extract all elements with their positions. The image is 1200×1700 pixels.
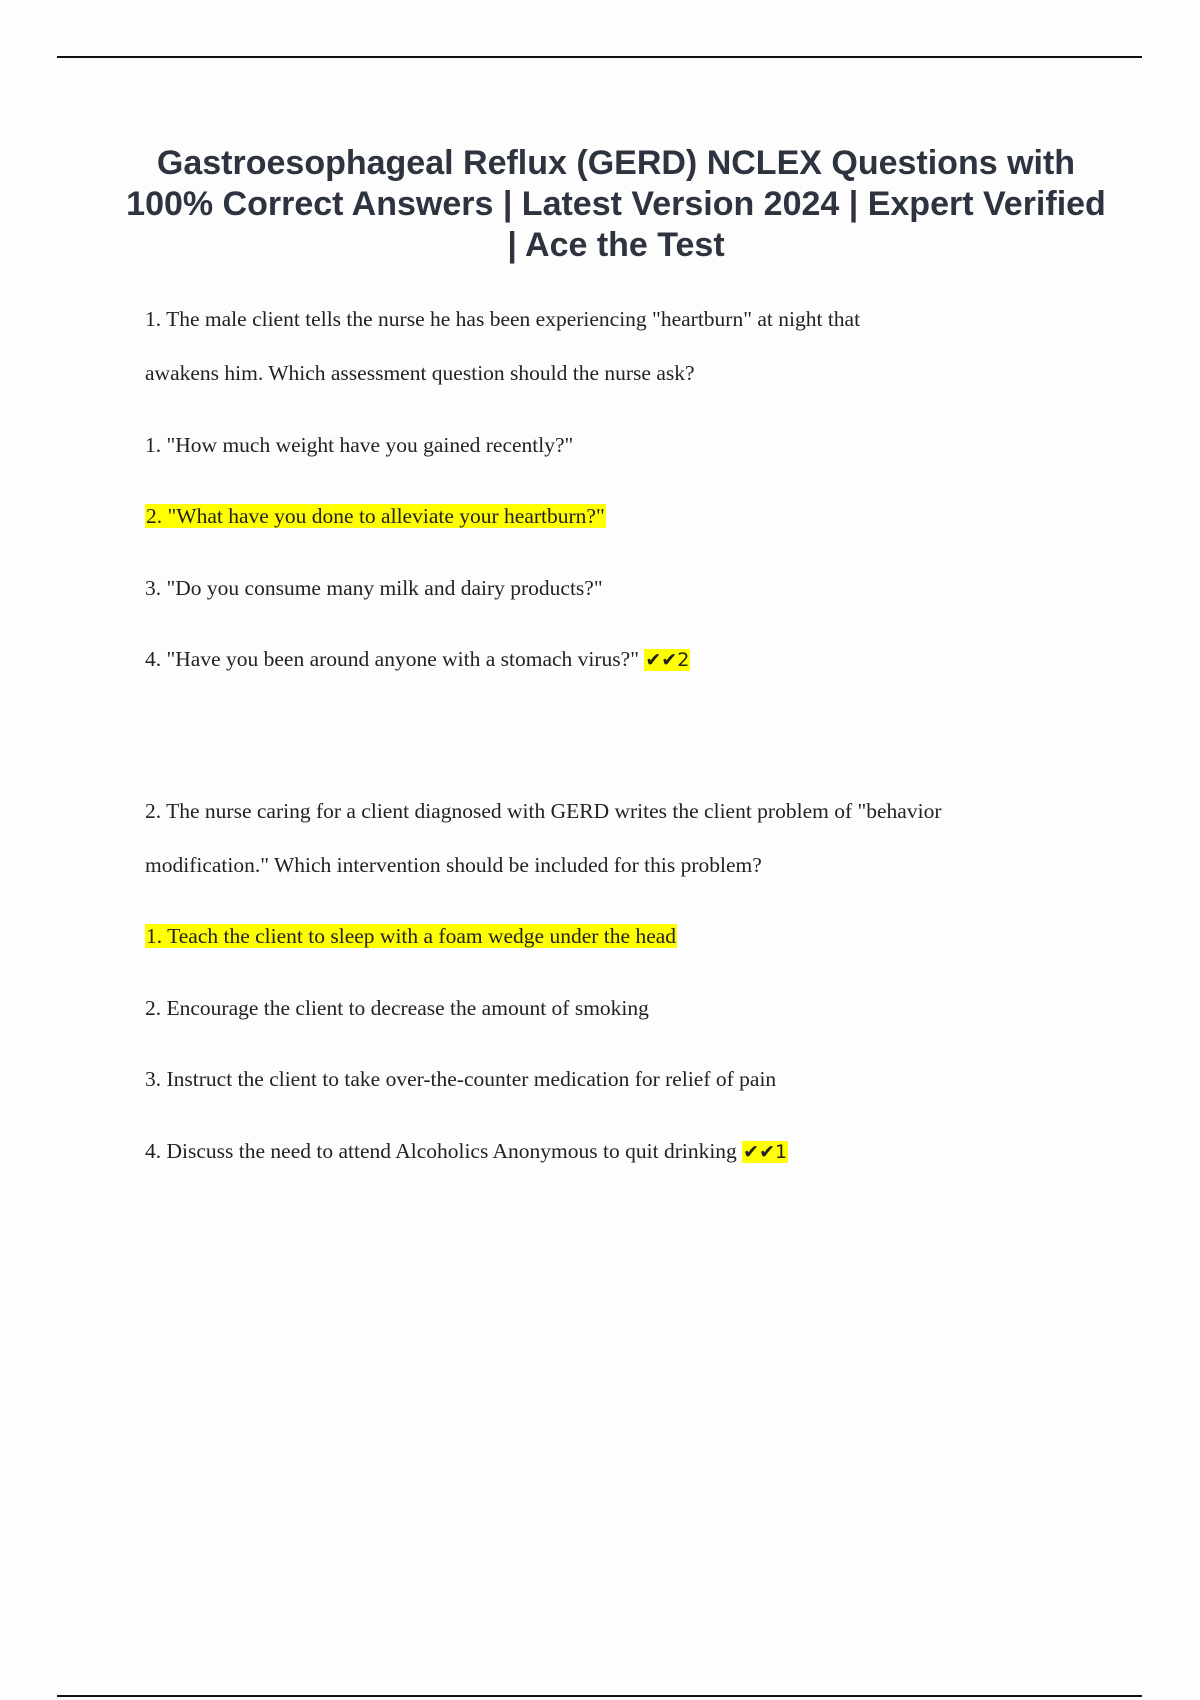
- question-1-stem-line-2: awakens him. Which assessment question should the nurse ask?: [145, 361, 695, 385]
- top-rule: [57, 56, 1142, 58]
- question-2-option-1: [145, 922, 677, 950]
- question-2-option-4: [145, 1137, 788, 1166]
- question-2-stem-line-1: 2. The nurse caring for a client diagnosed with GERD writes the client problem of "behavior: [145, 799, 942, 823]
- question-1-option-2: [145, 502, 606, 530]
- document-title: Gastroesophageal Reflux (GERD) NCLEX Questions with 100% Correct Answers | Latest Version 2024 | Expert Verified | Ace the Test: [126, 144, 1106, 264]
- question-2-stem-line-2: modification." Which intervention should be included for this problem?: [145, 853, 762, 877]
- highlighted-correct-option: 2. "What have you done to alleviate your heartburn?": [146, 504, 605, 528]
- question-2-option-3: 3. Instruct the client to take over-the-counter medication for relief of pain: [145, 1067, 777, 1091]
- question-1-option-1: 1. "How much weight have you gained recently?": [145, 433, 574, 457]
- question-1-option-4: [145, 645, 690, 674]
- question-2-option-2: 2. Encourage the client to decrease the amount of smoking: [145, 996, 649, 1020]
- answer-mark: ✔✔1: [743, 1141, 788, 1163]
- question-2-option-4-text: 4. Discuss the need to attend Alcoholics Anonymous to quit drinking: [145, 1139, 737, 1163]
- bottom-rule: [57, 1695, 1142, 1697]
- answer-mark: ✔✔2: [645, 649, 690, 671]
- question-1-option-3: 3. "Do you consume many milk and dairy products?": [145, 576, 603, 600]
- question-1-option-4-text: 4. "Have you been around anyone with a stomach virus?": [145, 647, 639, 671]
- question-1-stem-line-1: 1. The male client tells the nurse he has been experiencing "heartburn" at night that: [145, 307, 861, 331]
- highlighted-correct-option: 1. Teach the client to sleep with a foam wedge under the head: [146, 924, 677, 948]
